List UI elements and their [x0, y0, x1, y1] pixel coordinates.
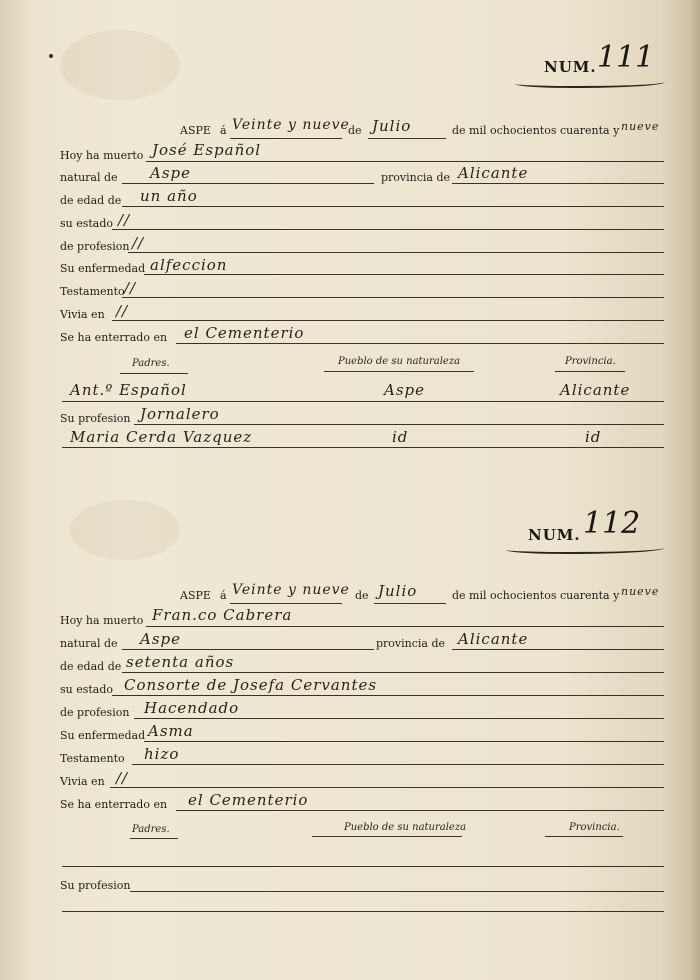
col-pueblo: Pueblo de su naturaleza [344, 822, 467, 833]
col-padres-underline [130, 838, 178, 839]
edad-value: setenta años [126, 653, 235, 671]
hoy-label: Hoy ha muerto [60, 149, 144, 162]
number-flourish [515, 78, 665, 88]
day-line [230, 603, 342, 604]
mother-name: Maria Cerda Vazquez [70, 428, 253, 446]
father-profesion: Jornalero [140, 405, 220, 423]
enfermedad-value: alfeccion [150, 256, 228, 274]
provincia-value: Alicante [458, 164, 529, 182]
natural-line [122, 649, 374, 650]
town-label: ASPE [180, 124, 211, 137]
edad-value: un año [140, 187, 198, 205]
profesion-label: de profesion [60, 706, 130, 719]
father-provincia: Alicante [560, 381, 631, 399]
de-label: de [348, 124, 362, 137]
edad-label: de edad de [60, 194, 122, 207]
mother-provincia: id [585, 428, 602, 446]
vivia-label: Vivia en [60, 308, 105, 321]
natural-label: natural de [60, 637, 118, 650]
col-provincia-underline [545, 836, 623, 837]
record-number: 111 [597, 40, 655, 75]
estado-value: // [118, 211, 131, 229]
estado-label: su estado [60, 217, 114, 230]
testamento-label: Testamento [60, 752, 125, 765]
enterrado-line [176, 343, 664, 344]
testamento-value: // [124, 279, 137, 297]
estado-value: Consorte de Josefa Cervantes [124, 676, 378, 694]
father-line [62, 401, 664, 402]
number-flourish [506, 544, 664, 554]
testamento-line [122, 297, 664, 298]
provincia-label: provincia de [381, 171, 451, 184]
provincia-value: Alicante [458, 630, 529, 648]
father-line [62, 866, 664, 867]
profesion-value: Hacendado [144, 699, 240, 717]
father-pueblo: Aspe [384, 381, 426, 399]
day-value: Veinte y nueve [232, 117, 350, 133]
provincia-line [452, 183, 664, 184]
edad-line [122, 672, 664, 673]
su-profesion-line [134, 424, 664, 425]
deceased-name: José Español [152, 141, 262, 159]
year-text: de mil ochocientos cuarenta y [452, 589, 620, 602]
year-text: de mil ochocientos cuarenta y [452, 124, 620, 137]
profesion-value: // [132, 234, 145, 252]
natural-label: natural de [60, 171, 118, 184]
col-provincia: Provincia. [565, 356, 616, 367]
month-value: Julio [372, 117, 412, 135]
testamento-label: Testamento [60, 285, 125, 298]
deceased-name: Fran.co Cabrera [152, 606, 293, 624]
enterrado-value: el Cementerio [184, 324, 305, 342]
month-value: Julio [378, 582, 418, 600]
col-padres: Padres. [132, 824, 170, 835]
vivia-value: // [116, 302, 129, 320]
vivia-line [112, 320, 664, 321]
testamento-value: hizo [144, 745, 180, 763]
enterrado-line [176, 810, 664, 811]
deceased-line [146, 626, 664, 627]
edad-label: de edad de [60, 660, 122, 673]
enterrado-label: Se ha enterrado en [60, 798, 168, 811]
natural-value: Aspe [150, 164, 192, 182]
a-label: á [220, 589, 227, 602]
vivia-value: // [116, 769, 129, 787]
natural-value: Aspe [140, 630, 182, 648]
col-pueblo: Pueblo de su naturaleza [338, 356, 461, 367]
enterrado-label: Se ha enterrado en [60, 331, 168, 344]
enfermedad-label: Su enfermedad [60, 729, 146, 742]
natural-line [122, 183, 374, 184]
profesion-line [128, 252, 664, 253]
month-line [368, 138, 446, 139]
estado-line [112, 695, 664, 696]
enfermedad-line [144, 741, 664, 742]
vivia-line [110, 787, 664, 788]
col-padres: Padres. [132, 358, 170, 369]
record-number-label: NUM. [528, 526, 581, 544]
profesion-line [134, 718, 664, 719]
col-padres-underline [120, 373, 188, 374]
enfermedad-value: Asma [148, 722, 194, 740]
day-line [230, 138, 342, 139]
month-line [374, 603, 446, 604]
mother-line [62, 911, 664, 912]
year-suffix: nueve [621, 120, 660, 133]
provincia-line [452, 649, 664, 650]
hoy-label: Hoy ha muerto [60, 614, 144, 627]
record-number-label: NUM. [544, 58, 597, 76]
mother-pueblo: id [392, 428, 409, 446]
enfermedad-line [144, 274, 664, 275]
col-provincia-underline [555, 371, 625, 372]
paper-stain [70, 500, 180, 560]
ink-dot [49, 54, 53, 58]
father-name: Ant.º Español [70, 381, 187, 399]
day-value: Veinte y nueve [232, 582, 350, 598]
col-pueblo-underline [324, 371, 474, 372]
deceased-line [146, 161, 664, 162]
paper-stain [60, 30, 180, 100]
de-label: de [355, 589, 369, 602]
vivia-label: Vivia en [60, 775, 105, 788]
town-label: ASPE [180, 589, 211, 602]
estado-line [112, 229, 664, 230]
a-label: á [220, 124, 227, 137]
provincia-label: provincia de [376, 637, 446, 650]
su-profesion-label: Su profesion [60, 879, 131, 892]
enterrado-value: el Cementerio [188, 791, 309, 809]
mother-line [62, 447, 664, 448]
year-suffix: nueve [621, 585, 660, 598]
su-profesion-line [130, 891, 664, 892]
enfermedad-label: Su enfermedad [60, 262, 146, 275]
record-number: 112 [583, 506, 641, 541]
col-pueblo-underline [312, 836, 462, 837]
estado-label: su estado [60, 683, 114, 696]
col-provincia: Provincia. [569, 822, 620, 833]
profesion-label: de profesion [60, 240, 130, 253]
su-profesion-label: Su profesion [60, 412, 131, 425]
edad-line [122, 206, 664, 207]
testamento-line [132, 764, 664, 765]
